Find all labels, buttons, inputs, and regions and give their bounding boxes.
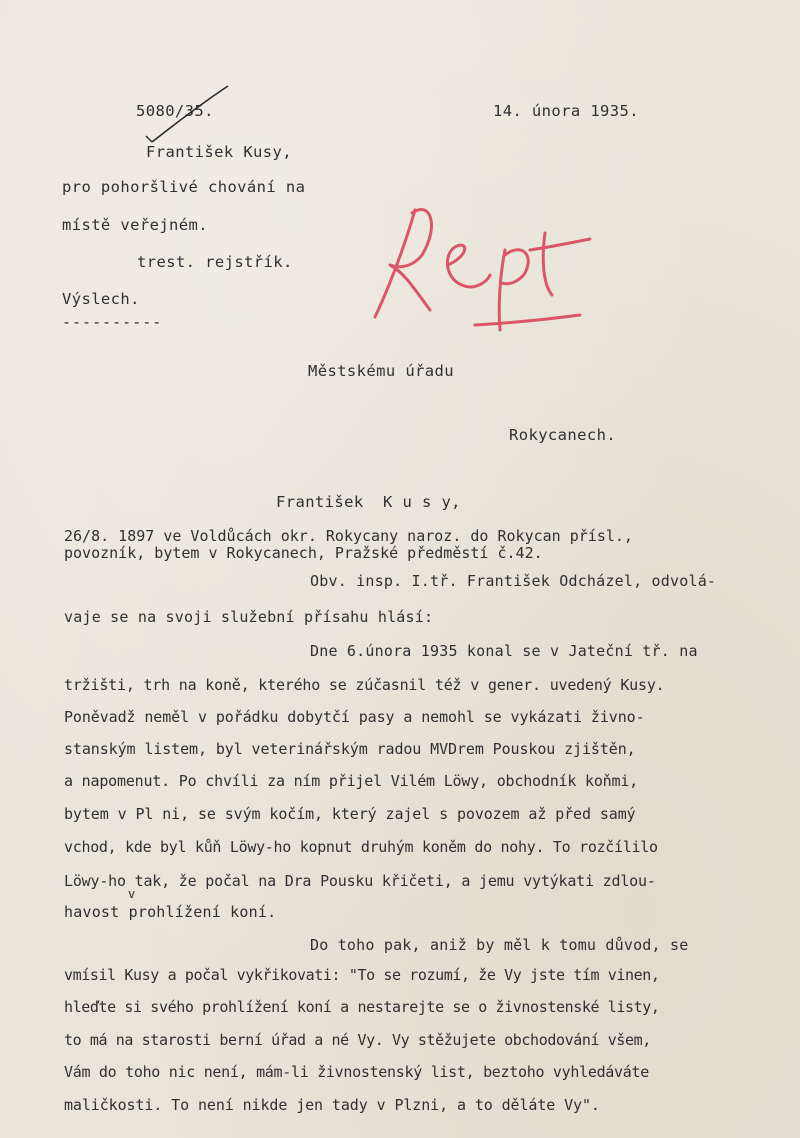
person-details-line-2: povozník, bytem v Rokycanech, Pražské předměstí č.42. xyxy=(64,544,543,562)
check-mark-icon xyxy=(140,80,240,150)
insertion-mark: v xyxy=(128,887,136,901)
criminal-record: trest. rejstřík. xyxy=(137,253,293,271)
body-line: Vám do toho nic není, mám-li živnostenský list, beztoho vyhledáváte xyxy=(64,1063,649,1081)
addressee-place: Rokycanech. xyxy=(509,426,617,444)
body-line: vchod, kde byl kůň Löwy-ho kopnut druhým koněm do nohy. To rozčílilo xyxy=(64,838,658,856)
addressee-office: Městskému úřadu xyxy=(308,362,454,380)
body-line: maličkosti. To není nikde jen tady v Plzni, a to děláte Vy". xyxy=(64,1096,600,1114)
subject-reason-line-1: pro pohoršlivé chování na xyxy=(62,178,306,196)
body-line: bytem v Pl ni, se svým kočím, který zajel s povozem až před samý xyxy=(64,805,636,823)
body-line: a napomenut. Po chvíli za ním přijel Vilém Löwy, obchodník koňmi, xyxy=(64,772,638,790)
person-details-line-1: 26/8. 1897 ve Voldůcách okr. Rokycany naroz. do Rokycan přísl., xyxy=(64,527,633,545)
hearing-label: Výslech. xyxy=(62,290,140,308)
body-line: Dne 6.února 1935 konal se v Jateční tř. na xyxy=(310,642,698,660)
body-line: havost prohlížení koní. xyxy=(64,903,277,921)
body-line: Poněvadž neměl v pořádku dobytčí pasy a nemohl se vykázati živno- xyxy=(64,708,645,726)
person-name: František K u s y, xyxy=(276,493,461,511)
red-handwritten-mark xyxy=(360,195,610,335)
body-line: vaje se na svoji služební přísahu hlásí: xyxy=(64,608,434,626)
body-line: Obv. insp. I.tř. František Odcházel, odvolá- xyxy=(310,572,717,590)
subject-name: František Kusy, xyxy=(146,143,292,161)
body-line: stanským listem, byl veterinářským radou MVDrem Pouskou zjištěn, xyxy=(64,740,636,758)
body-line: to má na starosti berní úřad a né Vy. Vy stěžujete obchodování všem, xyxy=(64,1031,651,1049)
body-line: Löwy-ho tak, že počal na Dra Pousku křičeti, a jemu vytýkati zdlou- xyxy=(64,872,656,890)
reference-number: 5080/35. xyxy=(136,102,214,120)
separator-line: ---------- xyxy=(62,313,163,331)
body-line: hleďte si svého prohlížení koní a nestarejte se o živnostenské listy, xyxy=(64,998,660,1016)
body-line: tržišti, trh na koně, kterého se zúčasnil též v gener. uvedený Kusy. xyxy=(64,676,665,694)
document-date: 14. února 1935. xyxy=(493,102,639,120)
subject-reason-line-2: místě veřejném. xyxy=(62,216,208,234)
body-line: vmísil Kusy a počal vykřikovati: "To se rozumí, že Vy jste tím vinen, xyxy=(64,966,660,984)
svg-text:Rept: Rept xyxy=(360,195,363,196)
body-line: Do toho pak, aniž by měl k tomu důvod, se xyxy=(310,936,689,954)
